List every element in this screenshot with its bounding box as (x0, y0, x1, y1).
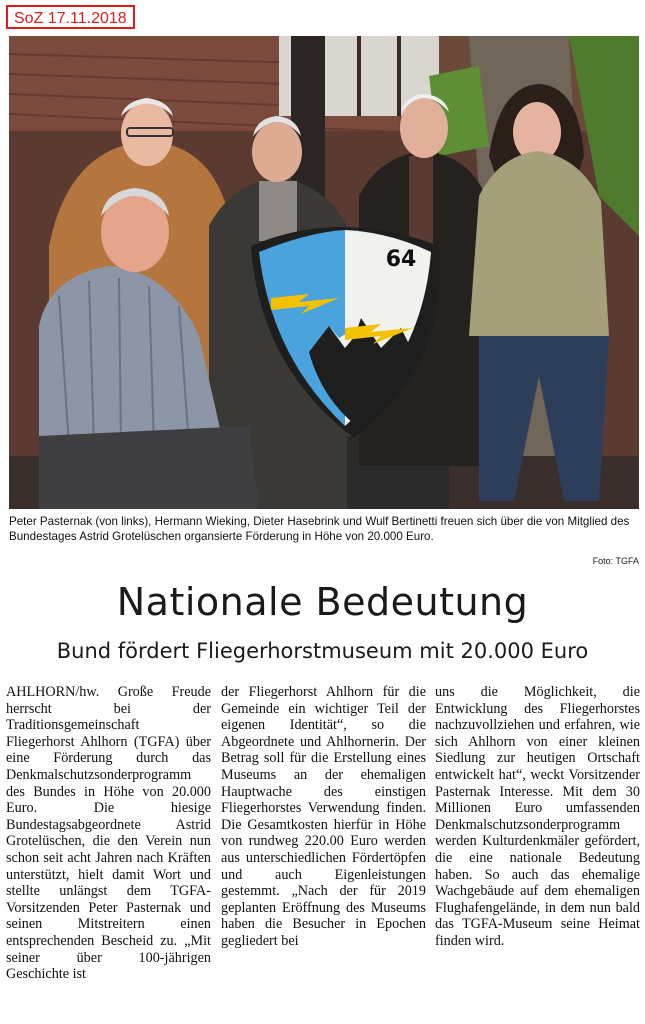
photo-credit: Foto: TGFA (592, 556, 639, 566)
plaque-number: 64 (385, 247, 417, 272)
source-date-tag: SoZ 17.11.2018 (6, 5, 135, 29)
article-column-3 (435, 684, 640, 950)
article-column-1 (6, 684, 211, 983)
article-text-column-2: der Fliegerhorst Ahlhorn für die Gemeinde ein wichtiger Teil der eigenen Identität“, so die Abgeordnete und Ahlhornerin. Der Betrag soll für die Erstellung eines Museums an der ehemaligen Hauptwache des einstigen Fliegerhorstes Verwendung finden. Die Gesamtkosten hierfür in Höhe von rundweg 220.00 Euro werden aus unterschiedlichen Fördertöpfen und auch Eigenleistungen gestemmt. „Nach der für 2019 geplanten Eröffnung des Museums haben die Besucher in Epochen gegliedert bei (221, 684, 426, 949)
photo-caption: Peter Pasternak (von links), Hermann Wieking, Dieter Hasebrink und Wulf Bertinetti freuen sich über die von Mitglied des Bundestages Astrid Grotelüschen organsierte Förderung in Höhe von 20.000 Euro. (9, 515, 630, 543)
article-photo (9, 36, 639, 509)
article-column-2 (221, 684, 426, 950)
headline: Nationale Bedeutung (116, 580, 529, 624)
article-text-column-3: uns die Möglichkeit, die Entwicklung des Fliegerhorstes nachzuvollziehen und erfahren, wie sich Ahlhorn von einer kleinen Siedlung zur heutigen Ortschaft entwickelt hat“, weckt Vorsitzender Pasternak Interesse. Mit dem 30 Millionen Euro umfassenden Denkmalschutzsonderprogramm werden Kulturdenkmäler gefördert, die eine nationale Bedeutung haben. So auch das ehemalige Wachgebäude auf dem ehemaligen Flughafengelände, in dem nun bald das TGFA-Museum seine Heimat finden wird. (435, 684, 640, 949)
article-text-column-1: AHLHORN/hw. Große Freude herrscht bei der Traditionsgemeinschaft Fliegerhorst Ahlhorn (TGFA) über eine Förderung durch das Denkmalschutzsonderprogramm des Bundes in Höhe von 20.000 Euro. Die hiesige Bundestagsabgeordnete Astrid Grotelüschen, die den Verein nun schon seit acht Jahren nach Kräften unterstützt, hielt damit Wort und stellte unlängst dem TGFA-Vorsitzenden Peter Pasternak und seinen Mitstreitern einen entsprechenden Bescheid zu. „Mit seiner über 100-jährigen Geschichte ist (6, 684, 211, 983)
subheadline: Bund fördert Fliegerhorstmuseum mit 20.000 Euro (56, 639, 589, 663)
